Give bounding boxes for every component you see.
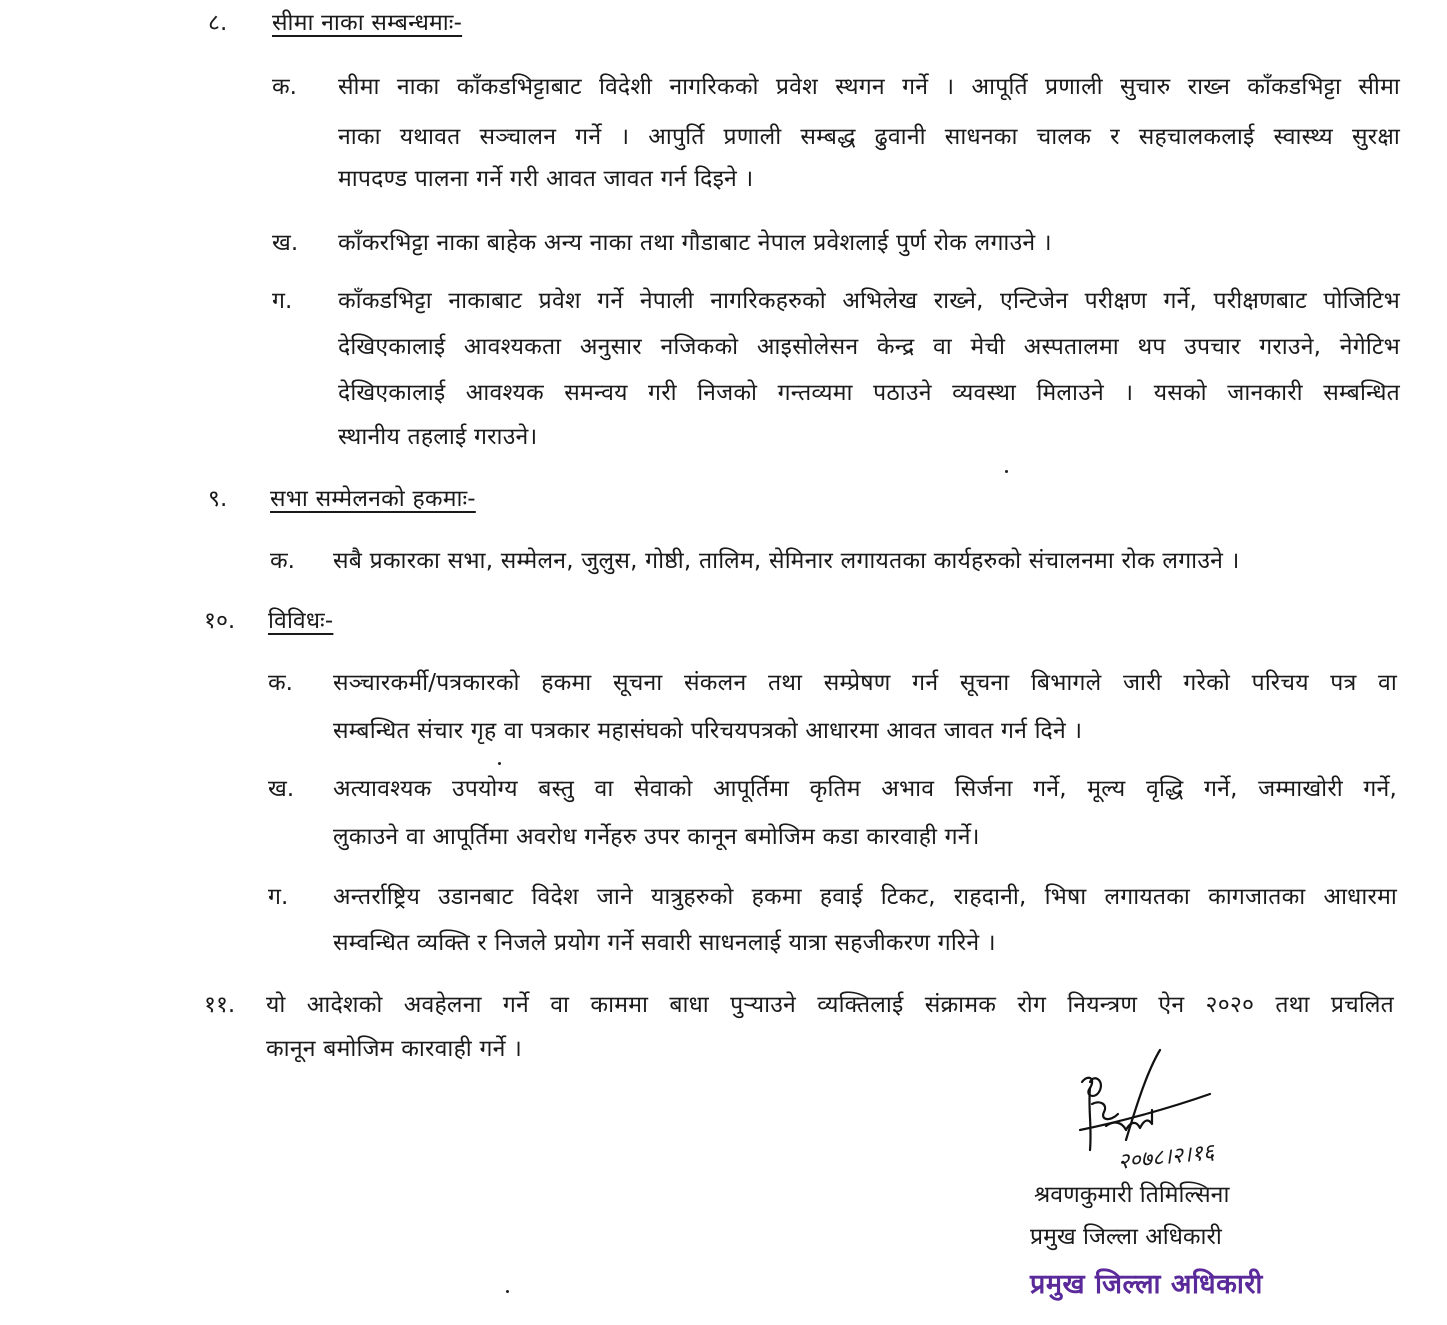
section-11-line-1: यो आदेशको अवहेलना गर्ने वा काममा बाधा पुऱ्याउने व्यक्तिलाई संक्रामक रोग नियन्त्रण ऐन २०२० तथा प्रचलित [266, 992, 1394, 1018]
scan-speck [498, 762, 501, 765]
section-10-item-ga-label: ग. [268, 884, 289, 910]
section-8-item-ka-line-1: सीमा नाका काँकडभिट्टाबाट विदेशी नागरिकको प्रवेश स्थगन गर्ने । आपूर्ति प्रणाली सुचारु राख्न काँकडभिट्टा सीमा [338, 74, 1400, 100]
section-9-number: ९. [208, 486, 228, 512]
office-stamp: प्रमुख जिल्ला अधिकारी [1030, 1269, 1263, 1300]
section-8-number: ८. [208, 10, 228, 36]
section-8-item-ka-line-3: मापदण्ड पालना गर्ने गरी आवत जावत गर्न दिइने । [338, 166, 754, 192]
section-9-heading: सभा सम्मेलनको हकमाः- [270, 486, 476, 512]
scan-speck [1005, 470, 1008, 473]
section-10-number: १०. [204, 608, 236, 634]
section-10-item-ka-line-2: सम्बन्धित संचार गृह वा पत्रकार महासंघको परिचयपत्रको आधारमा आवत जावत गर्न दिने । [333, 718, 1083, 744]
section-11-number: ११. [204, 992, 236, 1018]
section-10-item-ga-line-1: अन्तर्राष्ट्रिय उडानबाट विदेश जाने यात्रुहरुको हकमा हवाई टिकट, राहदानी, भिषा लगायतका कागजातका आधारमा [333, 884, 1397, 910]
section-10-heading: विविधः- [268, 608, 334, 634]
section-10-item-kha-line-1: अत्यावश्यक उपयोग्य बस्तु वा सेवाको आपूर्तिमा कृतिम अभाव सिर्जना गर्ने, मूल्य वृद्धि गर्ने, जम्माखोरी गर्ने, [333, 776, 1397, 802]
section-10-item-kha-label: ख. [268, 776, 295, 802]
section-9-item-ka-line-1: सबै प्रकारका सभा, सम्मेलन, जुलुस, गोष्ठी, तालिम, सेमिनार लगायतका कार्यहरुको संचालनमा रोक लगाउने । [333, 548, 1240, 574]
section-10-item-ga-line-2: सम्वन्धित व्यक्ति र निजले प्रयोग गर्ने सवारी साधनलाई यात्रा सहजीकरण गरिने । [333, 930, 996, 956]
section-10-item-ka-label: क. [268, 670, 293, 696]
section-11-line-2: कानून बमोजिम कारवाही गर्ने । [266, 1036, 522, 1062]
scan-speck [506, 1290, 509, 1293]
section-8-item-kha-label: ख. [272, 230, 299, 256]
section-9-item-ka-label: क. [270, 548, 295, 574]
handwritten-date: २०७८।२।१६ [1116, 1139, 1216, 1175]
section-8-item-kha-line-1: काँकरभिट्टा नाका बाहेक अन्य नाका तथा गौडाबाट नेपाल प्रवेशलाई पुर्ण रोक लगाउने । [338, 230, 1052, 256]
section-8-item-ga-line-1: काँकडभिट्टा नाकाबाट प्रवेश गर्ने नेपाली नागरिकहरुको अभिलेख राख्ने, एन्टिजेन परीक्षण गर्ने, परीक्षणबाट पोजिटिभ [338, 288, 1400, 314]
signatory-name: श्रवणकुमारी तिमिल्सिना [1034, 1182, 1230, 1208]
section-10-item-ka-line-1: सञ्चारकर्मी/पत्रकारको हकमा सूचना संकलन तथा सम्प्रेषण गर्न सूचना बिभागले जारी गरेको परिचय पत्र वा [333, 670, 1397, 696]
section-10-item-kha-line-2: लुकाउने वा आपूर्तिमा अवरोध गर्नेहरु उपर कानून बमोजिम कडा कारवाही गर्ने। [333, 824, 980, 850]
section-8-heading: सीमा नाका सम्बन्धमाः- [272, 10, 463, 36]
section-8-item-ga-label: ग. [272, 288, 293, 314]
signatory-designation: प्रमुख जिल्ला अधिकारी [1030, 1224, 1222, 1250]
section-8-item-ka-label: क. [272, 74, 297, 100]
section-8-item-ga-line-3: देखिएकालाई आवश्यक समन्वय गरी निजको गन्तव्यमा पठाउने व्यवस्था मिलाउने । यसको जानकारी सम्बन्धित [338, 380, 1400, 406]
section-8-item-ga-line-4: स्थानीय तहलाई गराउने। [338, 424, 538, 450]
section-8-item-ga-line-2: देखिएकालाई आवश्यकता अनुसार नजिकको आइसोलेसन केन्द्र वा मेची अस्पतालमा थप उपचार गराउने, नेगेटिभ [338, 334, 1400, 360]
section-8-item-ka-line-2: नाका यथावत सञ्चालन गर्ने । आपुर्ति प्रणाली सम्बद्ध ढुवानी साधनका चालक र सहचालकलाई स्वास्थ्य सुरक्षा [338, 124, 1400, 150]
